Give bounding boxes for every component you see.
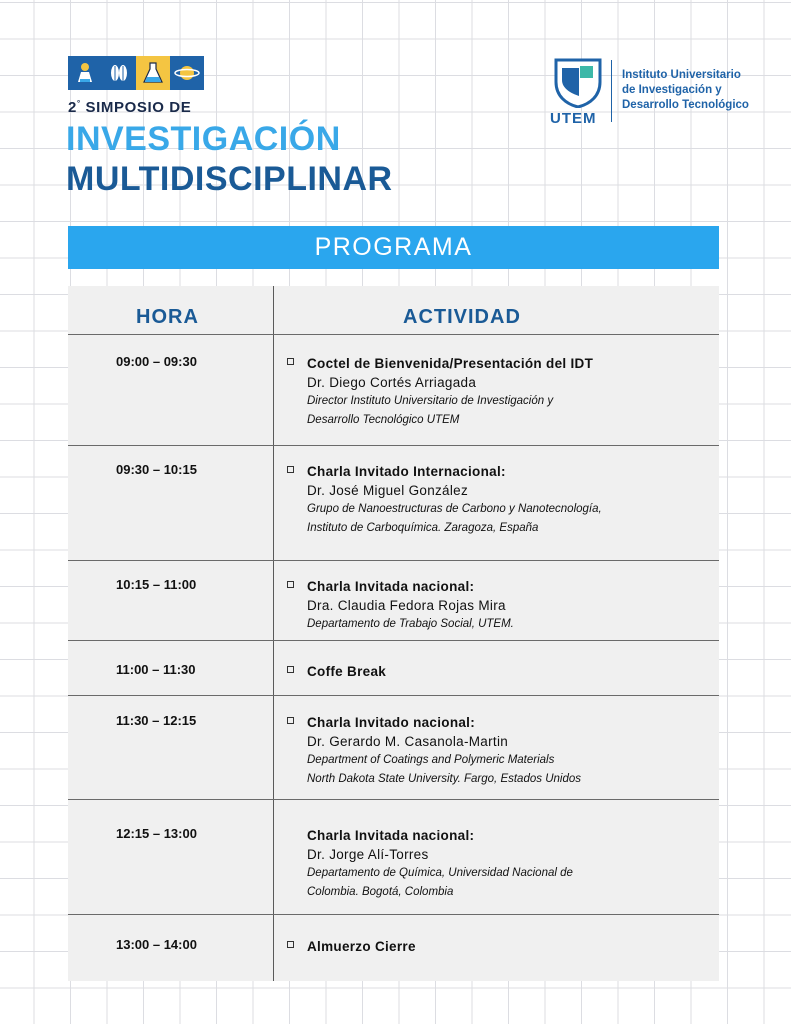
flask-icon [136, 56, 170, 90]
program-banner: PROGRAMA [68, 226, 719, 269]
subtitle-number: 2 [68, 99, 77, 116]
activity-speaker: Dr. José Miguel González [307, 483, 469, 498]
bullet-icon [287, 581, 294, 588]
row-time: 13:00 – 14:00 [116, 937, 197, 952]
activity-desc: Departamento de Química, Universidad Nacional de [307, 867, 573, 879]
activity-speaker: Dra. Claudia Fedora Rojas Mira [307, 598, 506, 613]
row-activity [307, 713, 707, 789]
institute-name [622, 68, 749, 113]
row-divider [68, 695, 719, 696]
institute-line-1: Instituto Universitario [622, 69, 741, 81]
activity-title: Coctel de Bienvenida/Presentación del IDT [307, 356, 594, 371]
institute-line-2: de Investigación y [622, 84, 722, 96]
schedule-table [68, 286, 719, 981]
activity-speaker: Dr. Diego Cortés Arriagada [307, 375, 477, 390]
activity-title: Charla Invitada nacional: [307, 579, 475, 594]
activity-desc: Instituto de Carboquímica. Zaragoza, España [307, 522, 539, 534]
bullet-icon [287, 466, 294, 473]
activity-speaker: Dr. Jorge Alí-Torres [307, 847, 429, 862]
leaves-icon [102, 56, 136, 90]
symposium-subtitle [68, 99, 191, 116]
row-time: 09:00 – 09:30 [116, 354, 197, 369]
activity-desc: Director Instituto Universitario de Investigación y [307, 395, 554, 407]
activity-desc: Departamento de Trabajo Social, UTEM. [307, 618, 514, 630]
row-activity [307, 577, 707, 634]
event-icons [68, 56, 204, 90]
activity-title: Charla Invitada nacional: [307, 828, 475, 843]
bullet-icon [287, 941, 294, 948]
row-time: 11:00 – 11:30 [116, 662, 196, 677]
activity-desc: Grupo de Nanoestructuras de Carbono y Nanotecnología, [307, 503, 602, 515]
row-divider [68, 640, 719, 641]
activity-title: Coffe Break [307, 664, 387, 679]
header-hora: HORA [136, 306, 199, 328]
row-divider [68, 334, 719, 335]
activity-desc: North Dakota State University. Fargo, Estados Unidos [307, 773, 581, 785]
row-activity [307, 354, 707, 430]
activity-title: Charla Invitado nacional: [307, 715, 476, 730]
column-divider [273, 286, 274, 981]
activity-title: Charla Invitado Internacional: [307, 464, 506, 479]
header-actividad: ACTIVIDAD [403, 306, 521, 328]
activity-desc: Department of Coatings and Polymeric Materials [307, 754, 555, 766]
row-time: 09:30 – 10:15 [116, 462, 197, 477]
planet-icon [170, 56, 204, 90]
row-divider [68, 799, 719, 800]
subtitle-degree: ° [76, 99, 81, 108]
flask-person-icon [68, 56, 102, 90]
row-activity [307, 937, 707, 956]
row-activity [307, 826, 707, 902]
row-time: 11:30 – 12:15 [116, 713, 197, 728]
activity-desc: Colombia. Bogotá, Colombia [307, 886, 454, 898]
row-divider [68, 914, 719, 915]
activity-desc: Desarrollo Tecnológico UTEM [307, 414, 460, 426]
row-time: 12:15 – 13:00 [116, 826, 197, 841]
logo-divider [611, 60, 612, 122]
title-line-2: MULTIDISCIPLINAR [66, 160, 393, 198]
row-time: 10:15 – 11:00 [116, 577, 197, 592]
activity-speaker: Dr. Gerardo M. Casanola-Martin [307, 734, 509, 749]
row-activity [307, 662, 707, 681]
row-divider [68, 560, 719, 561]
row-activity [307, 462, 707, 538]
institute-line-3: Desarrollo Tecnológico [622, 99, 749, 111]
bullet-icon [287, 717, 294, 724]
activity-title: Almuerzo Cierre [307, 939, 416, 954]
row-divider [68, 445, 719, 446]
bullet-icon [287, 358, 294, 365]
utem-shield-icon [554, 58, 602, 108]
title-line-1: INVESTIGACIÓN [66, 120, 341, 158]
subtitle-text: SIMPOSIO DE [80, 99, 192, 116]
bullet-icon [287, 666, 294, 673]
utem-label: UTEM [550, 110, 597, 127]
utem-logo [548, 58, 758, 128]
